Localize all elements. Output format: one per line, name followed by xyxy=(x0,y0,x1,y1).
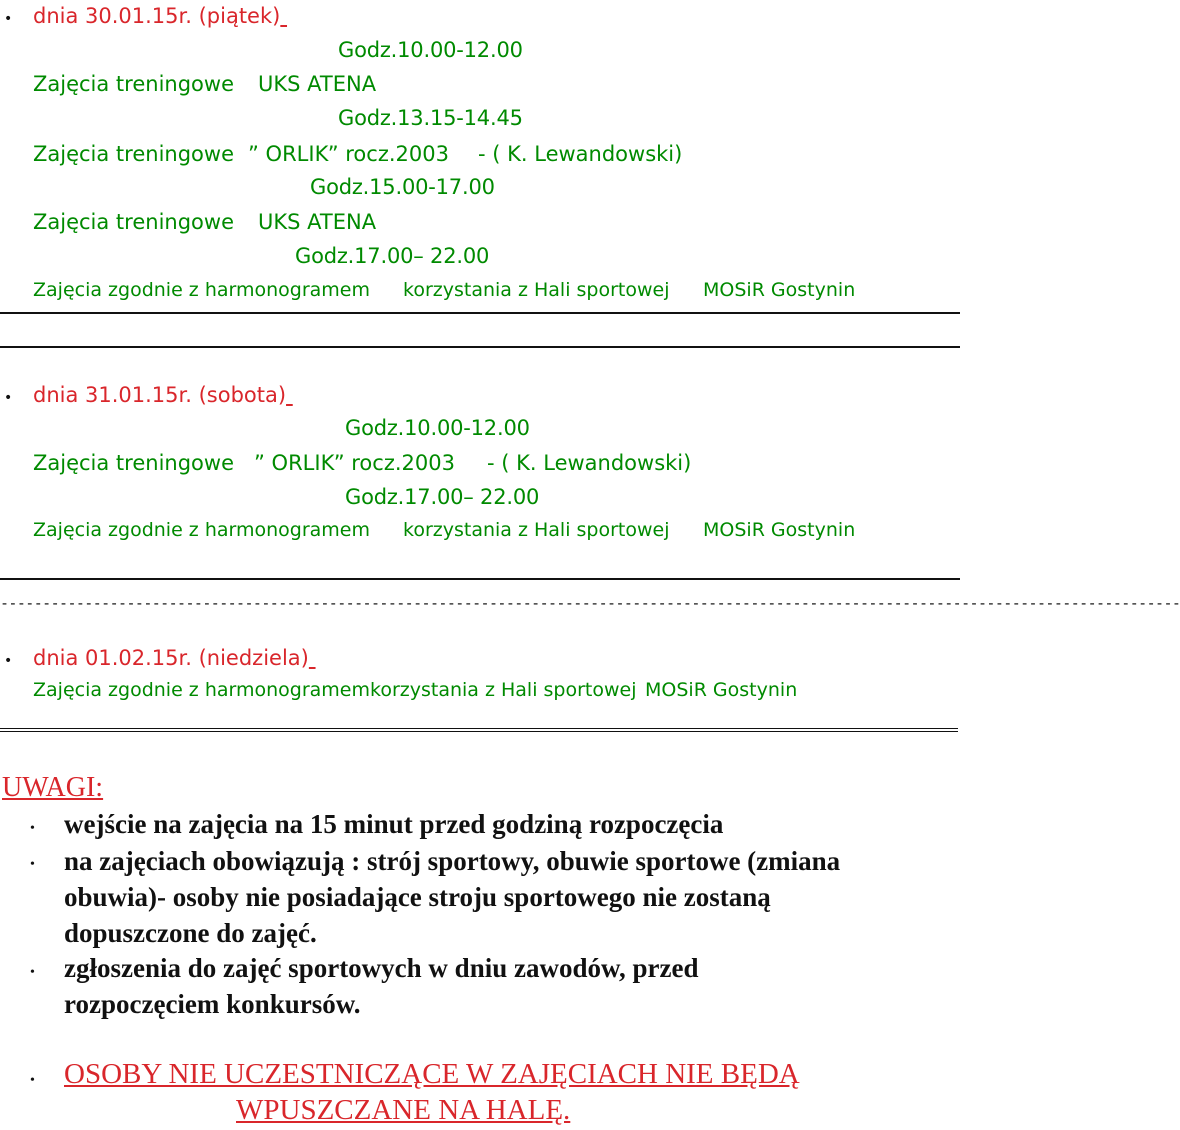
bullet-day1: • xyxy=(4,11,13,27)
day2-coach-1: - ( K. Lewandowski) xyxy=(487,451,692,475)
bullet-day2: • xyxy=(4,390,13,406)
day1-hour-1: Godz.10.00-12.00 xyxy=(338,38,523,62)
dashed-separator: -------------------------------------------------------------------------------------------------------------------------------------------- xyxy=(0,594,1180,612)
note-item-1: wejście na zajęcia na 15 minut przed godziną rozpoczęcia xyxy=(64,809,724,839)
note-item-2-cont: obuwia)- osoby nie posiadające stroju sportowego nie zostaną xyxy=(64,882,771,912)
day1-activity-2: Zajęcia treningowe xyxy=(33,142,234,166)
bullet-day3: • xyxy=(4,653,13,669)
divider-3a xyxy=(0,728,958,729)
day2-hour-1: Godz.10.00-12.00 xyxy=(345,416,530,440)
final-warning-line1: OSOBY NIE UCZESTNICZĄCE W ZAJĘCIACH NIE BĘDĄ xyxy=(64,1058,800,1090)
divider-2a xyxy=(0,578,960,580)
day1-activity-4: Zajęcia zgodnie z harmonogramem xyxy=(33,279,370,301)
day1-hour-4: Godz.17.00– 22.00 xyxy=(295,244,490,268)
day2-activity-2: Zajęcia zgodnie z harmonogramem xyxy=(33,519,370,541)
final-warning-line2: WPUSZCZANE NA HALĘ. xyxy=(236,1094,571,1126)
note-item-2: na zajęciach obowiązują : strój sportowy, obuwie sportowe (zmiana xyxy=(64,846,841,876)
day1-detail-2: ” ORLIK” rocz.2003 xyxy=(248,142,449,166)
day1-activity-3: Zajęcia treningowe xyxy=(33,210,234,234)
day2-coach-2: MOSiR Gostynin xyxy=(703,519,856,541)
bullet-note2: • xyxy=(30,857,35,872)
day1-detail-4: korzystania z Hali sportowej xyxy=(403,279,670,301)
day3-detail-1: korzystania z Hali sportowej xyxy=(370,679,637,701)
day3-coach-1: MOSiR Gostynin xyxy=(645,679,798,701)
day2-detail-1: ” ORLIK” rocz.2003 xyxy=(254,451,455,475)
note-item-2-end: dopuszczone do zajęć. xyxy=(64,918,317,948)
day3-activity-1: Zajęcia zgodnie z harmonogramem xyxy=(33,679,370,701)
note-item-3-cont: rozpoczęciem konkursów. xyxy=(64,989,361,1019)
day2-detail-2: korzystania z Hali sportowej xyxy=(403,519,670,541)
divider-1b xyxy=(0,346,960,348)
notes-title: UWAGI: xyxy=(2,772,104,803)
day1-coach-4: MOSiR Gostynin xyxy=(703,279,856,301)
bullet-final: • xyxy=(30,1073,35,1088)
bullet-note3: • xyxy=(30,965,35,980)
day1-hour-2: Godz.13.15-14.45 xyxy=(338,106,523,130)
day1-hour-3: Godz.15.00-17.00 xyxy=(310,175,495,199)
day1-detail-1: UKS ATENA xyxy=(258,72,377,96)
day2-activity-1: Zajęcia treningowe xyxy=(33,451,234,475)
day1-detail-3: UKS ATENA xyxy=(258,210,377,234)
divider-3b xyxy=(0,731,958,732)
day3-date: dnia 01.02.15r. (niedziela) xyxy=(33,646,309,670)
day1-activity-1: Zajęcia treningowe xyxy=(33,72,234,96)
day1-date: dnia 30.01.15r. (piątek) xyxy=(33,4,281,28)
divider-1a xyxy=(0,312,960,314)
day1-coach-2: - ( K. Lewandowski) xyxy=(478,142,683,166)
day2-date: dnia 31.01.15r. (sobota) xyxy=(33,383,287,407)
day2-hour-2: Godz.17.00– 22.00 xyxy=(345,485,540,509)
note-item-3: zgłoszenia do zajęć sportowych w dniu zawodów, przed xyxy=(64,953,699,983)
bullet-note1: • xyxy=(30,821,35,836)
